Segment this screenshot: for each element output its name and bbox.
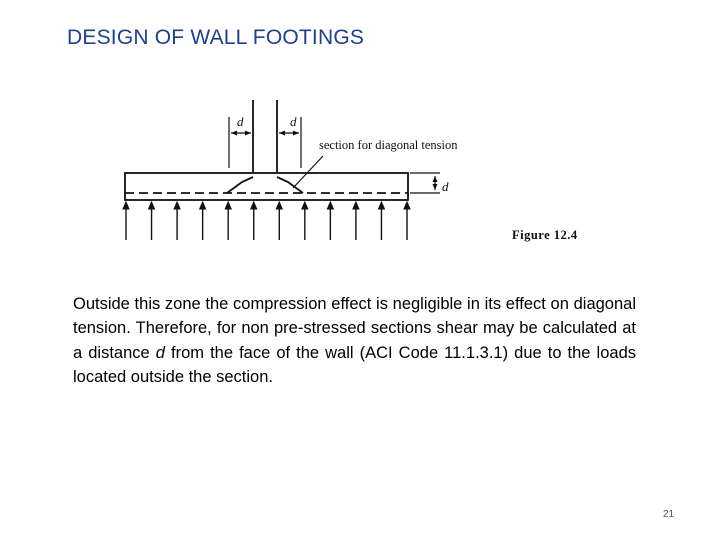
soil-arrow-head bbox=[225, 202, 231, 209]
figure-caption: Figure 12.4 bbox=[512, 228, 578, 242]
footing-outline bbox=[125, 173, 408, 200]
soil-arrow-head bbox=[200, 202, 206, 209]
soil-arrow-head bbox=[123, 202, 129, 209]
dim-label-d-right: d bbox=[290, 114, 297, 129]
soil-arrow-head bbox=[353, 202, 359, 209]
body-paragraph bbox=[73, 292, 636, 389]
slide-title: DESIGN OF WALL FOOTINGS bbox=[67, 26, 365, 49]
diagonal-crack-left bbox=[227, 177, 253, 193]
soil-arrow-head bbox=[302, 202, 308, 209]
paragraph-part-1: Outside this zone the compression effect is negligible in its effect on diagonal tension. Therefore, for non pre-stressed sections shear may be calculated at a distance bbox=[73, 295, 636, 362]
soil-arrow-head bbox=[174, 202, 180, 209]
section-label: section for diagonal tension bbox=[319, 138, 458, 152]
dim-label-d-side: d bbox=[442, 179, 449, 194]
soil-pressure-arrows bbox=[123, 202, 410, 240]
soil-arrow-head bbox=[327, 202, 333, 209]
soil-arrow-head bbox=[404, 202, 410, 209]
arrowhead-side-a bbox=[433, 176, 438, 182]
arrowhead-left-a bbox=[231, 131, 237, 136]
arrowhead-left-b bbox=[245, 131, 251, 136]
soil-arrow-head bbox=[149, 202, 155, 209]
section-leader-line bbox=[293, 156, 323, 188]
soil-arrow-head bbox=[251, 202, 257, 209]
paragraph-variable-d: d bbox=[155, 343, 165, 362]
arrowhead-side-b bbox=[433, 184, 438, 190]
arrowhead-right-a bbox=[279, 131, 285, 136]
soil-arrow-head bbox=[276, 202, 282, 209]
diagonal-crack-right bbox=[277, 177, 303, 193]
wall-footing-figure bbox=[110, 100, 610, 250]
soil-arrow-head bbox=[378, 202, 384, 209]
paragraph-part-2: from the face of the wall (ACI Code 11.1.3.1) due to the loads located outside the section. bbox=[73, 343, 636, 386]
arrowhead-right-b bbox=[293, 131, 299, 136]
dim-label-d-left: d bbox=[237, 114, 244, 129]
page-number: 21 bbox=[663, 509, 675, 520]
